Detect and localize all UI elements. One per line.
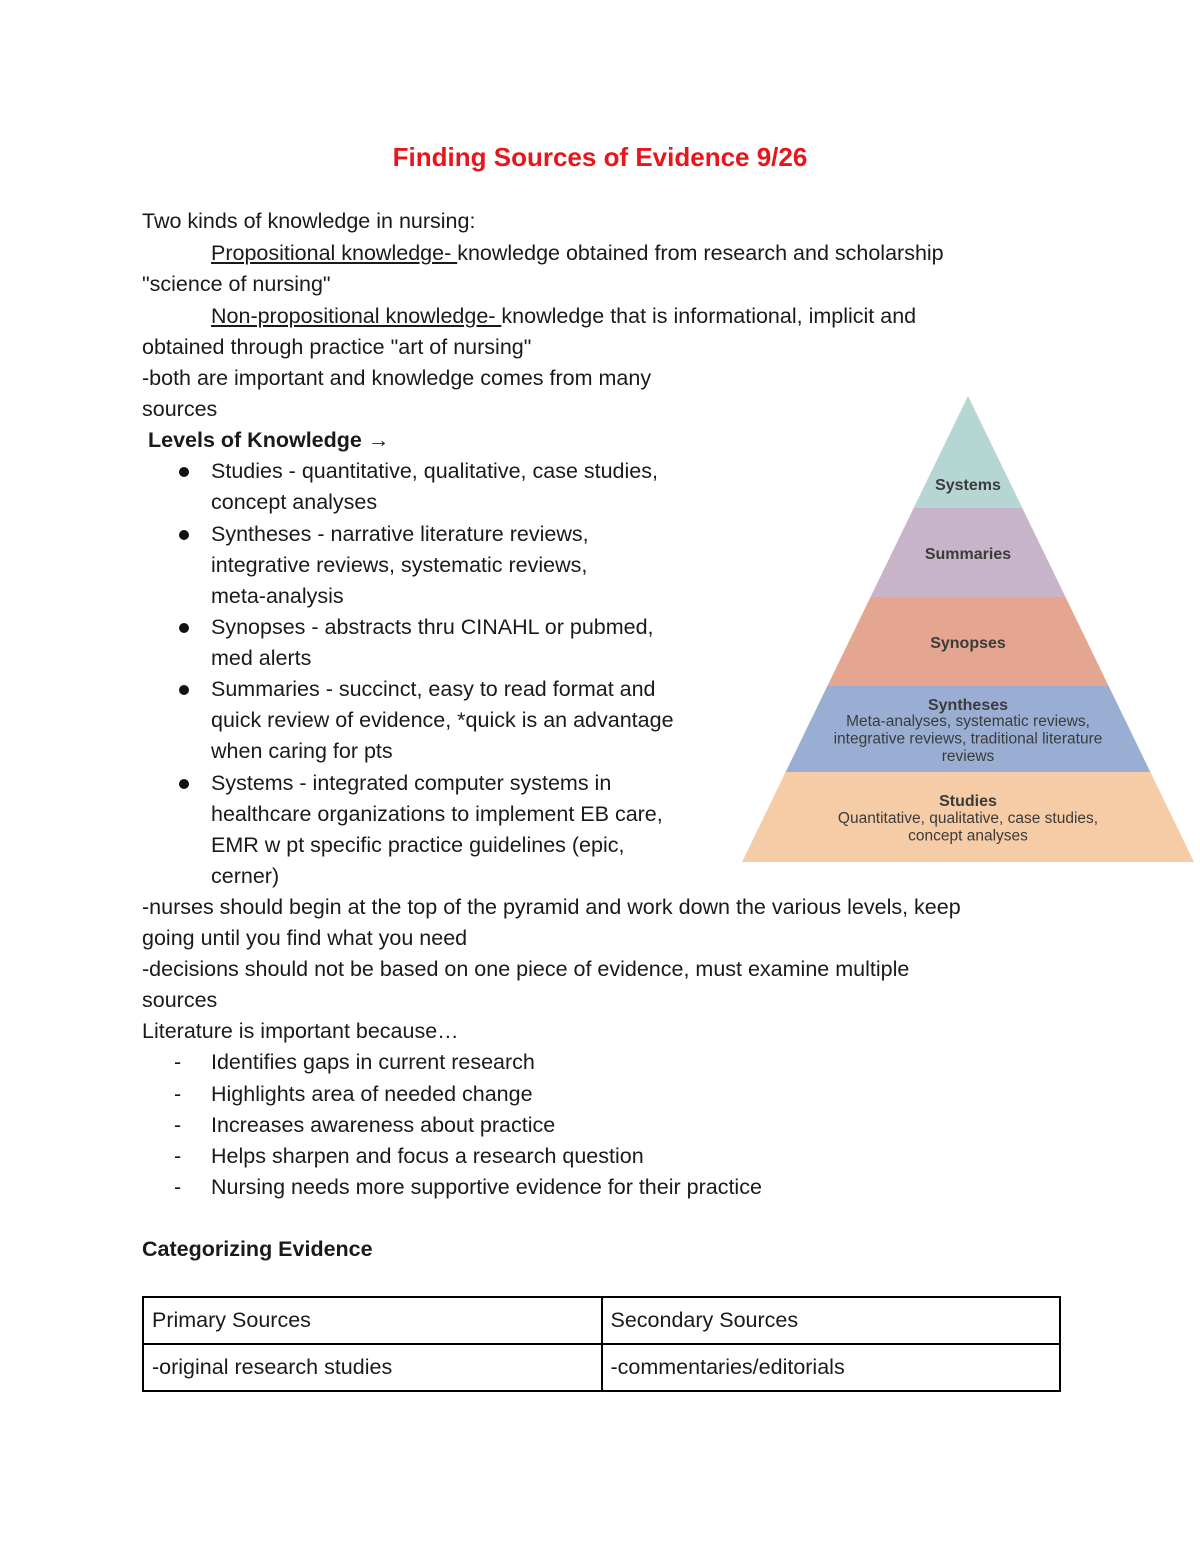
pyramid-tier-label: Systems	[935, 477, 1001, 494]
propositional-tag: "science of nursing"	[142, 272, 331, 296]
nonpropositional-tag: obtained through practice "art of nursing"	[142, 335, 532, 359]
table-header-cell: Secondary Sources	[602, 1297, 1061, 1344]
nonpropositional-line	[211, 301, 916, 332]
levels-item-summaries-line-1: Summaries - succinct, easy to read format and	[211, 677, 656, 701]
table-row	[143, 1344, 1060, 1391]
dash-icon: -	[174, 1175, 182, 1199]
propositional-line	[211, 238, 944, 269]
intro-heading: Two kinds of knowledge in nursing:	[142, 209, 476, 233]
propositional-definition: knowledge obtained from research and scholarship	[457, 241, 944, 265]
pyramid-tier-label: Studies	[939, 793, 997, 810]
pyramid-tier-description: Meta-analyses, systematic reviews,	[846, 713, 1090, 730]
levels-item-studies-line-1: Studies - quantitative, qualitative, case studies,	[211, 459, 658, 483]
dash-icon: -	[174, 1144, 182, 1168]
nonpropositional-definition: knowledge that is informational, implicit and	[501, 304, 917, 328]
evidence-pyramid-figure	[740, 392, 1200, 866]
pyramid-tier-description: Quantitative, qualitative, case studies,	[837, 810, 1099, 827]
evidence-table	[142, 1296, 1061, 1392]
table-cell: -original research studies	[143, 1344, 602, 1391]
dash-icon: -	[174, 1113, 182, 1137]
pyramid-tier-description: reviews	[941, 748, 995, 765]
levels-item-systems-line-3: EMR w pt specific practice guidelines (epic,	[211, 833, 625, 857]
bullet-icon	[179, 685, 189, 695]
literature-item: Identifies gaps in current research	[211, 1050, 535, 1074]
bullet-icon	[179, 467, 189, 477]
dash-icon: -	[174, 1082, 182, 1106]
table-header-cell: Primary Sources	[143, 1297, 602, 1344]
both-important-line-2: sources	[142, 397, 218, 421]
levels-item-summaries-line-3: when caring for pts	[211, 739, 393, 763]
dash-icon: -	[174, 1050, 182, 1074]
begin-top-line-2: going until you find what you need	[142, 926, 468, 950]
literature-heading: Literature is important because…	[142, 1019, 459, 1043]
decisions-line-1: -decisions should not be based on one piece of evidence, must examine multiple	[142, 957, 910, 981]
pyramid-tier-label: Synopses	[930, 635, 1006, 652]
levels-item-syntheses-line-2: integrative reviews, systematic reviews,	[211, 553, 588, 577]
table-cell: -commentaries/editorials	[602, 1344, 1061, 1391]
pyramid-tier-label: Summaries	[924, 546, 1012, 563]
levels-item-systems-line-1: Systems - integrated computer systems in	[211, 771, 612, 795]
both-important-line-1: -both are important and knowledge comes from many	[142, 366, 652, 390]
begin-top-line-1: -nurses should begin at the top of the pyramid and work down the various levels, keep	[142, 895, 961, 919]
literature-item: Helps sharpen and focus a research question	[211, 1144, 644, 1168]
literature-item: Increases awareness about practice	[211, 1113, 556, 1137]
levels-item-summaries-line-2: quick review of evidence, *quick is an advantage	[211, 708, 674, 732]
decisions-line-2: sources	[142, 988, 218, 1012]
levels-heading: Levels of Knowledge →	[148, 428, 390, 452]
bullet-icon	[179, 779, 189, 789]
literature-item: Nursing needs more supportive evidence for their practice	[211, 1175, 762, 1199]
bullet-icon	[179, 623, 189, 633]
pyramid-tier-description: concept analyses	[908, 827, 1028, 845]
levels-item-synopses-line-2: med alerts	[211, 646, 312, 670]
bullet-icon	[179, 530, 189, 540]
levels-item-systems-line-4: cerner)	[211, 864, 280, 888]
levels-item-syntheses-line-3: meta-analysis	[211, 584, 344, 608]
levels-item-syntheses-line-1: Syntheses - narrative literature reviews,	[211, 522, 589, 546]
page-title: Finding Sources of Evidence 9/26	[392, 142, 808, 172]
pyramid-tier-description: integrative reviews, traditional literature	[833, 730, 1103, 748]
levels-item-systems-line-2: healthcare organizations to implement EB care,	[211, 802, 663, 826]
levels-item-synopses-line-1: Synopses - abstracts thru CINAHL or pubmed,	[211, 615, 654, 639]
table-header-row	[143, 1297, 1060, 1344]
levels-item-studies-line-2: concept analyses	[211, 490, 378, 514]
nonpropositional-term: Non-propositional knowledge-	[211, 304, 502, 328]
categorizing-heading: Categorizing Evidence	[142, 1237, 373, 1261]
propositional-term: Propositional knowledge-	[211, 241, 458, 265]
pyramid-tier-label: Syntheses	[927, 697, 1009, 714]
literature-item: Highlights area of needed change	[211, 1082, 533, 1106]
